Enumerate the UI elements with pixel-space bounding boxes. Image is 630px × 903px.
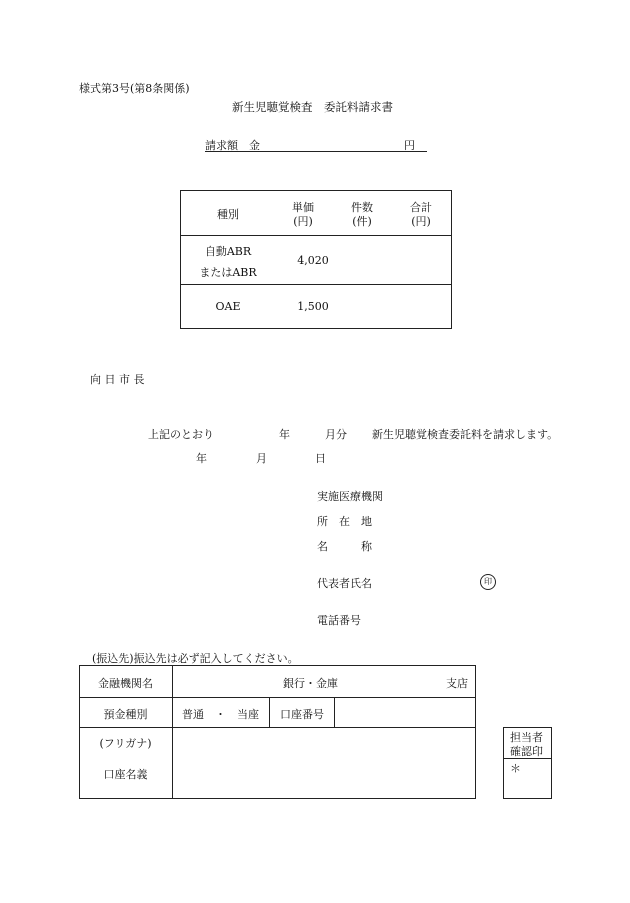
header-total: 合計 [410,201,432,214]
claim-unit: 円 [404,139,415,152]
date-month[interactable]: 月 [256,452,267,465]
row-unit-price: 1,500 [297,300,329,313]
furigana-label: (フリガナ) [99,737,152,750]
row-unit-price: 4,020 [297,254,329,267]
bank-type-label: 銀行・金庫 [283,677,338,690]
statement-body: 新生児聴覚検査委託料を請求します。 [372,428,559,441]
date-year[interactable]: 年 [196,452,207,465]
form-number: 様式第3号(第8条関係) [79,82,190,95]
fee-table-divider [180,235,452,236]
deposit-type-label: 預金種別 [103,708,148,721]
bank-table-divider [269,697,270,727]
deposit-options[interactable]: 普通 ・ 当座 [182,708,259,721]
statement-prefix: 上記のとおり [148,428,214,441]
row-type: 自動ABR [204,245,252,258]
document-title: 新生児聴覚検査 委託料請求書 [232,100,393,114]
account-holder-label: 口座名義 [103,768,148,781]
header-count-unit: (件) [352,215,372,228]
row-type: OAE [215,300,241,313]
header-count: 件数 [351,201,373,214]
institution-label: 実施医療機関 [317,490,383,503]
claim-underline [205,151,427,152]
seal-mark: 印 [480,574,496,590]
header-total-unit: (円) [411,215,431,228]
bank-table-divider [334,697,335,727]
row-type: またはABR [199,266,257,279]
bank-table-divider [172,665,173,799]
statement-month[interactable]: 月分 [325,428,347,441]
confirmation-seal-label: 確認印 [510,745,543,758]
bank-note: (振込先)振込先は必ず記入してください。 [92,652,299,665]
statement-year[interactable]: 年 [279,428,290,441]
financial-institution-label: 金融機関名 [98,677,153,690]
addressee: 向 日 市 長 [90,373,145,386]
header-unit-price-unit: (円) [293,215,313,228]
fee-table-divider [180,284,452,285]
header-unit-price: 単価 [292,201,314,214]
bank-table-divider [79,697,476,698]
claim-label: 請求額 金 [205,139,260,152]
date-day[interactable]: 日 [315,452,326,465]
staff-mark: ＊ [510,762,521,775]
bank-table-divider [79,727,476,728]
branch-label: 支店 [446,677,468,690]
account-number-label: 口座番号 [280,708,324,721]
representative-label: 代表者氏名 [317,577,372,590]
name-label: 名 称 [317,540,372,553]
address-label: 所 在 地 [317,515,372,528]
phone-label: 電話番号 [317,614,361,627]
header-type: 種別 [217,208,239,221]
staff-label: 担当者 [510,731,543,744]
